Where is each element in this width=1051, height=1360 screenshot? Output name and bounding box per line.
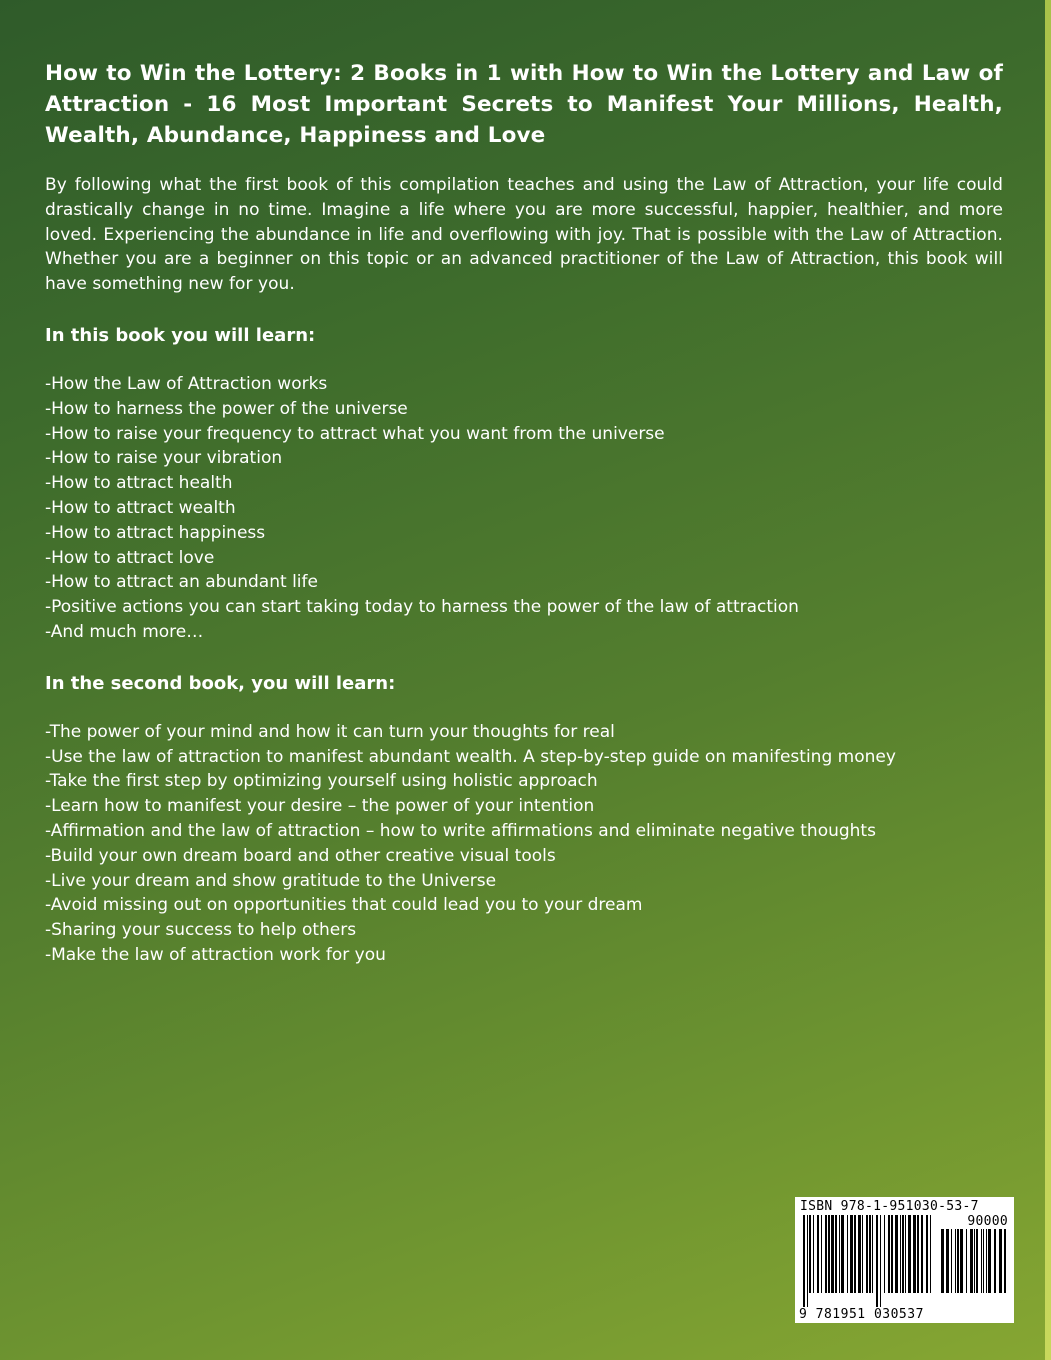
barcode-bar (930, 1215, 931, 1293)
barcode-bar (847, 1215, 848, 1293)
barcode-bar (976, 1229, 978, 1293)
barcode-bar (960, 1229, 963, 1293)
barcode-bar (1004, 1229, 1006, 1293)
barcode-bar (876, 1215, 878, 1307)
list-item: -How to attract health (45, 473, 233, 494)
list-item: -Learn how to manifest your desire – the power of your intention (45, 796, 595, 817)
book-title: How to Win the Lottery: 2 Books in 1 with How to Win the Lottery and Law of Attraction - 16 Most Important Secrets to Manifest Your Millions, Health, Wealth, Abundance, Happiness and Love (45, 61, 1003, 148)
barcode-bar (900, 1215, 901, 1293)
isbn-number: ISBN 978-1-951030-53-7 (800, 1199, 979, 1214)
barcode-bar (895, 1215, 898, 1293)
barcode-bar (862, 1215, 863, 1293)
back-cover-text (45, 58, 1003, 968)
list-item: -Avoid missing out on opportunities that could lead you to your dream (45, 895, 643, 916)
barcode-bar (974, 1229, 975, 1293)
list-item: -How to attract an abundant life (45, 572, 318, 593)
barcode-bar (839, 1215, 840, 1293)
barcode-bar (999, 1229, 1002, 1293)
barcode-bars-main (803, 1215, 933, 1307)
list-item: -Take the first step by optimizing yourself using holistic approach (45, 771, 598, 792)
list-item: -The power of your mind and how it can turn your thoughts for real (45, 721, 615, 742)
book2-heading: In the second book, you will learn: (45, 672, 396, 694)
barcode-bar (841, 1215, 844, 1293)
barcode-bar (966, 1229, 967, 1293)
barcode-bar (869, 1215, 871, 1293)
barcode-bar (817, 1215, 819, 1293)
list-item: -Make the law of attraction work for you (45, 944, 386, 965)
barcode-bar (884, 1215, 885, 1293)
list-item: -Use the law of attraction to manifest abundant wealth. A step-by-step guide on manifesting money (45, 746, 896, 767)
barcode-bar (825, 1215, 827, 1293)
barcode-bar (917, 1215, 919, 1293)
barcode-bar (809, 1215, 811, 1293)
barcode-bar (988, 1229, 991, 1293)
barcode-bar (957, 1229, 959, 1293)
barcode-bar (872, 1215, 873, 1293)
barcode-bar (955, 1229, 956, 1293)
barcode-bars-addon (941, 1229, 1007, 1307)
barcode-bar (986, 1229, 987, 1293)
list-item: -Build your own dream board and other creative visual tools (45, 845, 556, 866)
barcode-bar (803, 1215, 805, 1307)
barcode-bar (835, 1215, 837, 1293)
barcode-bar (905, 1215, 906, 1293)
barcode-bar (831, 1215, 834, 1293)
barcode-bar (888, 1215, 890, 1293)
list-item: -Sharing your success to help others (45, 920, 357, 941)
list-item: -How to raise your vibration (45, 448, 283, 469)
list-item: -Positive actions you can start taking today to harness the power of the law of attraction (45, 597, 799, 618)
barcode-bar (880, 1215, 881, 1307)
barcode-bar (902, 1215, 904, 1293)
barcode-bar (921, 1215, 923, 1293)
barcode-bar (913, 1215, 916, 1293)
barcode-bar (908, 1215, 911, 1293)
book-description: By following what the first book of this compilation teaches and using the Law of Attraction, your life could drastically change in no time. Imagine a life where you are more successful, happier, healthier, and more loved. Experiencing the abundance in life and overflowing with joy. That is possible with the Law of Attraction. Whether you are a beginner on this topic or an advanced practitioner of the Law of Attraction, this book will have something new for you. (45, 175, 1003, 295)
barcode-bar (858, 1215, 861, 1293)
barcode-bar (946, 1229, 949, 1293)
book2-list (45, 720, 1003, 968)
barcode-bar (951, 1229, 952, 1293)
isbn-barcode (795, 1197, 1014, 1323)
barcode-digits: 9 781951 030537 (799, 1307, 924, 1322)
list-item: -How to harness the power of the universe (45, 398, 408, 419)
barcode-bar (891, 1215, 893, 1293)
cover-edge (1045, 0, 1051, 1360)
list-item: -How to attract wealth (45, 497, 236, 518)
barcode-bar (926, 1215, 928, 1293)
barcode-bar (981, 1229, 982, 1293)
barcode-bar (850, 1215, 853, 1293)
list-item: -Affirmation and the law of attraction – how to write affirmations and eliminate negative thoughts (45, 820, 876, 841)
barcode-bar (854, 1215, 856, 1293)
book1-heading: In this book you will learn: (45, 324, 316, 346)
barcode-bar (821, 1215, 822, 1293)
list-item: -How to attract happiness (45, 522, 266, 543)
list-item: -And much more… (45, 621, 204, 642)
book1-list (45, 372, 1003, 645)
price-code: 90000 (967, 1214, 1008, 1229)
barcode-bar (807, 1215, 808, 1307)
barcode-bar (828, 1215, 830, 1293)
barcode-bar (941, 1229, 944, 1293)
barcode-bar (970, 1229, 973, 1293)
list-item: -How to raise your frequency to attract what you want from the universe (45, 423, 665, 444)
barcode-bar (983, 1229, 984, 1293)
barcode-bar (866, 1215, 868, 1293)
list-item: -Live your dream and show gratitude to the Universe (45, 870, 497, 891)
list-item: -How to attract love (45, 547, 215, 568)
barcode-bar (813, 1215, 814, 1293)
list-item: -How the Law of Attraction works (45, 373, 328, 394)
barcode-bar (994, 1229, 996, 1293)
